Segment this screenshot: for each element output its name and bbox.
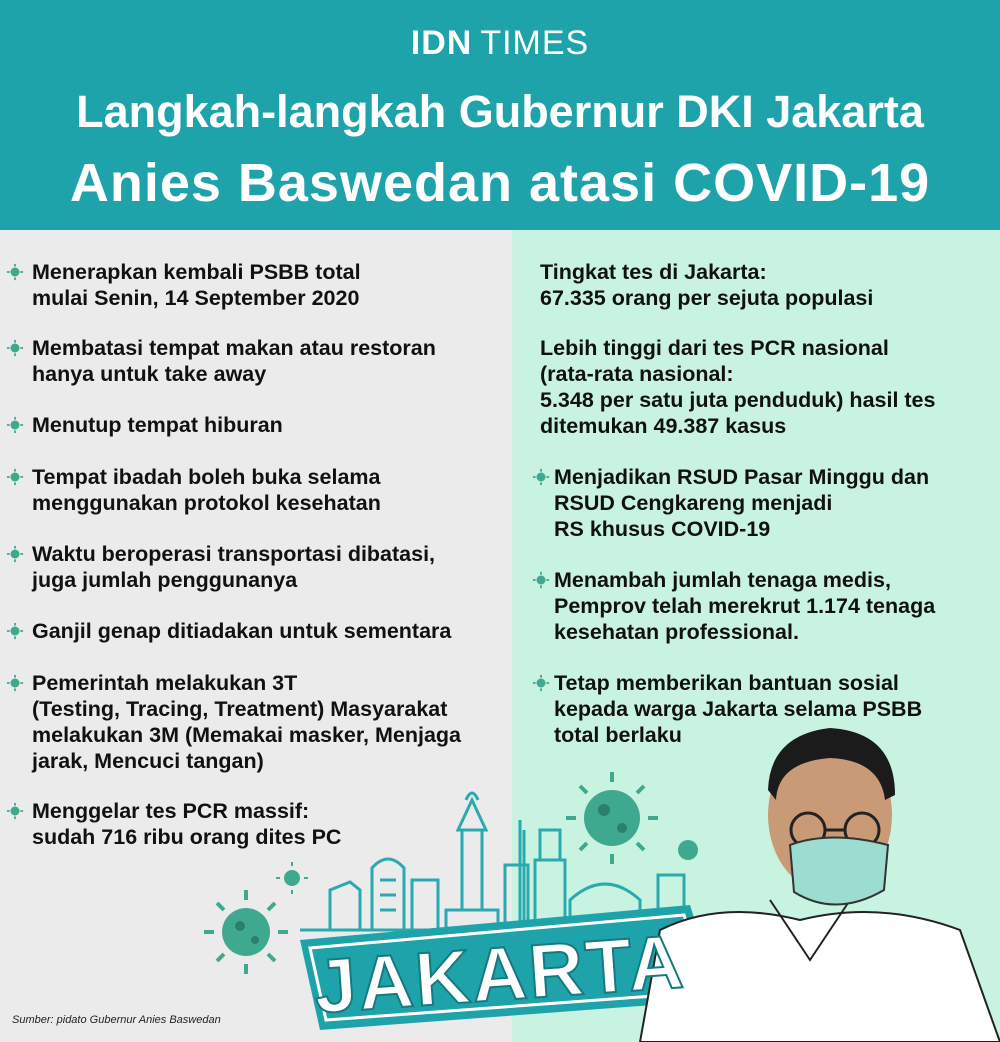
virus-bullet-icon <box>532 571 550 589</box>
title-line-2: Anies Baswedan atasi COVID-19 <box>69 153 931 213</box>
brand-light: TIMES <box>480 24 590 62</box>
city-label: JAKARTA <box>311 919 688 1030</box>
brand-bold: IDN <box>410 24 473 62</box>
left-item-6: Ganjil genap ditiadakan untuk sementara <box>32 618 451 644</box>
right-item-3: Tetap memberikan bantuan sosial kepada warga Jakarta selama PSBB total berlaku <box>554 670 922 748</box>
virus-bullet-icon <box>6 622 24 640</box>
right-text-2: Lebih tinggi dari tes PCR nasional (rata-rata nasional: 5.348 per satu juta penduduk) hasil tes ditemukan 49.387 kasus <box>540 336 936 438</box>
left-item-8: Menggelar tes PCR massif: sudah 716 ribu orang dites PC <box>32 798 341 850</box>
virus-bullet-icon <box>6 416 24 434</box>
virus-bullet-icon <box>6 802 24 820</box>
virus-icon-small <box>276 862 308 894</box>
left-item-7: Pemerintah melakukan 3T (Testing, Tracing, Treatment) Masyarakat melakukan 3M (Memakai masker, Menjaga jarak, Mencuci tangan) <box>32 670 461 774</box>
left-item-5: Waktu beroperasi transportasi dibatasi, juga jumlah penggunanya <box>32 541 435 593</box>
virus-icon-left <box>204 890 288 974</box>
virus-bullet-icon <box>6 263 24 281</box>
right-item-2: Menambah jumlah tenaga medis, Pemprov telah merekrut 1.174 tenaga kesehatan professional. <box>554 567 935 645</box>
source-note: Sumber: pidato Gubernur Anies Baswedan <box>12 1014 221 1026</box>
right-item-1: Menjadikan RSUD Pasar Minggu dan RSUD Cengkareng menjadi RS khusus COVID-19 <box>554 464 929 542</box>
city-skyline-icon <box>300 793 700 930</box>
title-line-1: Langkah-langkah Gubernur DKI Jakarta <box>76 86 924 137</box>
left-item-4: Tempat ibadah boleh buka selama menggunakan protokol kesehatan <box>32 464 381 516</box>
virus-bullet-icon <box>6 545 24 563</box>
left-item-1: Menerapkan kembali PSBB total mulai Senin, 14 September 2020 <box>32 259 361 311</box>
virus-bullet-icon <box>6 674 24 692</box>
governor-portrait-icon <box>640 728 1000 1042</box>
left-item-2: Membatasi tempat makan atau restoran hanya untuk take away <box>32 335 436 387</box>
virus-icon-right <box>566 772 698 864</box>
virus-bullet-icon <box>6 468 24 486</box>
virus-bullet-icon <box>532 468 550 486</box>
left-item-3: Menutup tempat hiburan <box>32 412 283 438</box>
virus-bullet-icon <box>6 339 24 357</box>
virus-bullet-icon <box>532 674 550 692</box>
right-text-1: Tingkat tes di Jakarta: 67.335 orang per sejuta populasi <box>540 260 874 310</box>
